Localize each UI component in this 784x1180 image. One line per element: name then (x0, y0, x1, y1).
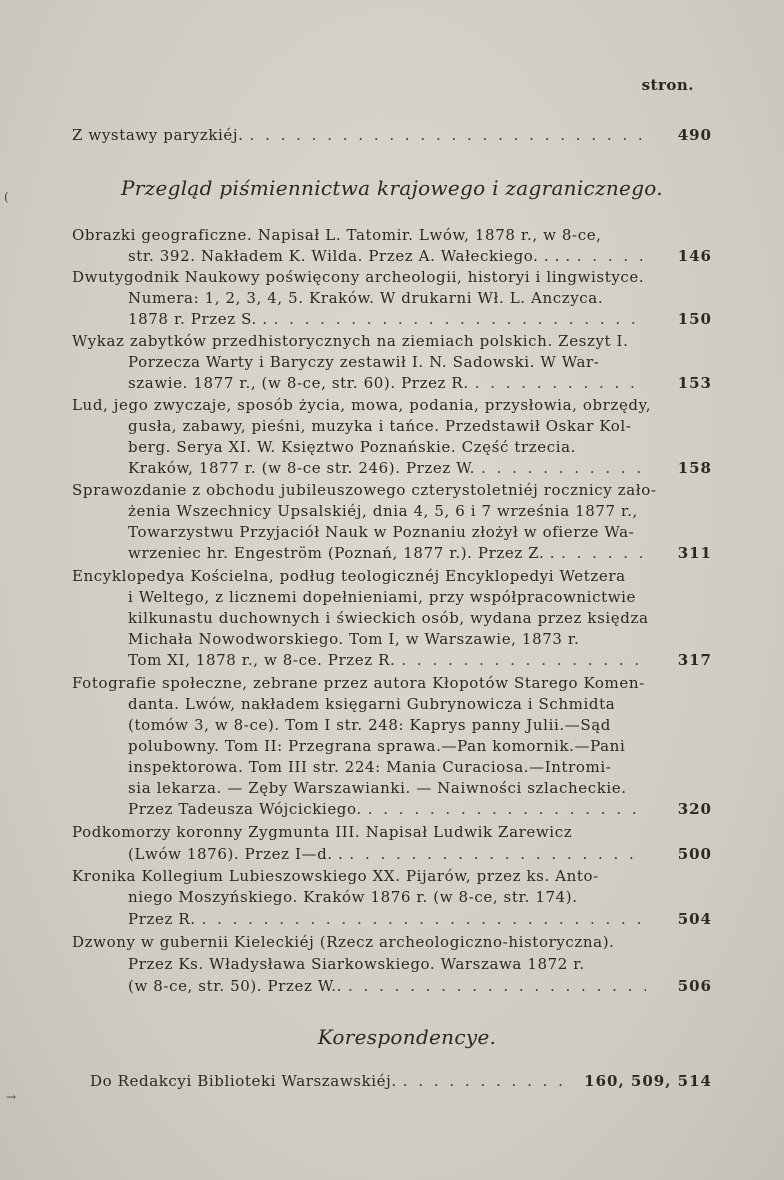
entry-text: Numera: 1, 2, 3, 4, 5. Kraków. W drukarni Wł. L. Anczyca. (128, 289, 604, 307)
section-title-korespondencye: Korespondencye. (317, 1025, 497, 1049)
entry-line (128, 544, 712, 562)
entry-line (128, 247, 712, 265)
dot-leader (401, 651, 646, 669)
dot-leader (577, 247, 646, 265)
entry-line (128, 716, 712, 734)
column-header-pages: stron. (641, 76, 694, 94)
entry-text: kilkunastu duchownych i świeckich osób, wydana przez księdza (128, 609, 649, 627)
entry-line (128, 459, 712, 477)
entry-text: Kronika Kollegium Lubieszowskiego XX. Pijarów, przez ks. Anto- (72, 867, 599, 885)
entry-line (128, 609, 712, 627)
entry-line (128, 417, 712, 435)
entry-text: Przez Ks. Władysława Siarkowskiego. Warszawa 1872 r. (128, 955, 585, 973)
page-number: 158 (677, 459, 712, 477)
entry-text: str. 392. Nakładem K. Wilda. Przez A. Wałeckiego. . . . (128, 247, 571, 265)
dot-leader (481, 459, 646, 477)
margin-arrow-icon: → (6, 1090, 17, 1104)
entry-text: Porzecza Warty i Baryczy zestawił I. N. Sadowski. W War- (128, 353, 600, 371)
dot-leader (368, 800, 646, 818)
entry-line (72, 332, 712, 350)
entry-text: danta. Lwów, nakładem księgarni Gubrynowicza i Schmidta (128, 695, 616, 713)
entry-text: Do Redakcyi Biblioteki Warszawskiéj. (90, 1072, 397, 1090)
entry-text: inspektorowa. Tom III str. 224: Mania Curaciosa.—Intromi- (128, 758, 612, 776)
entry-text: Dwutygodnik Naukowy poświęcony archeologii, historyi i lingwistyce. (72, 268, 645, 286)
dot-leader (202, 910, 646, 928)
entry-text: Z wystawy paryzkiéj. (72, 126, 244, 144)
entry-text: Lud, jego zwyczaje, sposób życia, mowa, podania, przysłowia, obrzędy, (72, 396, 652, 414)
entry-text: sia lekarza. — Zęby Warszawianki. — Naiwności szlacheckie. (128, 779, 627, 797)
entry-text: (tomów 3, w 8-ce). Tom I str. 248: Kaprys panny Julii.—Sąd (128, 716, 611, 734)
entry-line (128, 310, 712, 328)
entry-text: Kraków, 1877 r. (w 8-ce str. 246). Przez W. (128, 459, 476, 477)
entry-line (128, 630, 712, 648)
margin-mark-icon: ( (4, 190, 9, 204)
dot-leader (274, 310, 646, 328)
page-number: 504 (677, 910, 712, 928)
entry-text: Fotografie społeczne, zebrane przez autora Kłopotów Starego Komen- (72, 674, 645, 692)
entry-line (72, 481, 712, 499)
entry-text: Towarzystwu Przyjaciół Nauk w Poznaniu złożył w ofierze Wa- (128, 523, 635, 541)
entry-text: Tom XI, 1878 r., w 8-ce. Przez R. (128, 651, 396, 669)
entry-text: niego Moszyńskiego. Kraków 1876 r. (w 8-ce, str. 174). (128, 888, 578, 906)
entry-line (72, 933, 712, 951)
page-number: 490 (677, 126, 712, 144)
page-number: 160, 509, 514 (584, 1072, 712, 1090)
page-number: 317 (677, 651, 712, 669)
entry-text: 1878 r. Przez S. . (128, 310, 268, 328)
page-number: 500 (677, 845, 712, 863)
entry-text: (w 8-ce, str. 50). Przez W.. (128, 977, 342, 995)
entry-line (128, 779, 712, 797)
entry-text: Dzwony w gubernii Kieleckiéj (Rzecz archeologiczno-historyczna). (72, 933, 615, 951)
entry-text: gusła, zabawy, pieśni, muzyka i tańce. Przedstawił Oskar Kol- (128, 417, 632, 435)
entry-line (128, 289, 712, 307)
dot-leader (403, 1072, 566, 1090)
dot-leader (349, 845, 646, 863)
entry-line (128, 737, 712, 755)
entry-line (72, 396, 712, 414)
entry-text: i Weltego, z licznemi dopełnieniami, przy współpracownictwie (128, 588, 637, 606)
entry-line (72, 268, 712, 286)
entry-line (128, 955, 712, 973)
entry-wystawa (72, 126, 712, 144)
entry-line (128, 438, 712, 456)
entry-text: żenia Wszechnicy Upsalskiéj, dnia 4, 5, 6 i 7 września 1877 r., (128, 502, 638, 520)
entry-line (128, 888, 712, 906)
entry-line (72, 567, 712, 585)
entry-line (128, 758, 712, 776)
page-number: 311 (677, 544, 712, 562)
dot-leader (348, 977, 646, 995)
entry-text: (Lwów 1876). Przez I—d. . (128, 845, 344, 863)
entry-text: Przez R. (128, 910, 196, 928)
entry-line (72, 226, 712, 244)
entry-text: Encyklopedya Kościelna, podług teologicznéj Encyklopedyi Wetzera (72, 567, 626, 585)
entry-line (128, 695, 712, 713)
entry-line (128, 523, 712, 541)
page-number: 153 (677, 374, 712, 392)
page-number: 320 (677, 800, 712, 818)
entry-text: Wykaz zabytków przedhistorycznych na ziemiach polskich. Zeszyt I. (72, 332, 629, 350)
page-number: 146 (677, 247, 712, 265)
entry-text: Przez Tadeusza Wójcickiego. (128, 800, 362, 818)
page-number: 150 (677, 310, 712, 328)
entry-line (128, 910, 712, 928)
entry-redakcyi (90, 1072, 712, 1090)
entry-line (72, 867, 712, 885)
entry-line (128, 845, 712, 863)
entry-line (128, 651, 712, 669)
dot-leader (561, 544, 646, 562)
dot-leader (475, 374, 646, 392)
entry-text: Michała Nowodworskiego. Tom I, w Warszawie, 1873 r. (128, 630, 580, 648)
entry-text: Podkomorzy koronny Zygmunta III. Napisał Ludwik Zarewicz (72, 823, 573, 841)
entry-text: wrzeniec hr. Engeström (Poznań, 1877 r.). Przez Z. . (128, 544, 556, 562)
dot-leader (250, 126, 646, 144)
page-number: 506 (677, 977, 712, 995)
entry-line (128, 800, 712, 818)
entry-line (128, 977, 712, 995)
entry-line (128, 588, 712, 606)
entry-line (128, 502, 712, 520)
entry-text: Obrazki geograficzne. Napisał L. Tatomir. Lwów, 1878 r., w 8-ce, (72, 226, 602, 244)
section-title-przeglad: Przegląd piśmiennictwa krajowego i zagranicznego. (121, 176, 663, 200)
entry-text: berg. Serya XI. W. Księztwo Poznańskie. Część trzecia. (128, 438, 577, 456)
entry-line (72, 674, 712, 692)
entry-line (128, 374, 712, 392)
entry-text: Sprawozdanie z obchodu jubileuszowego czterystoletniéj rocznicy zało- (72, 481, 657, 499)
entry-line (128, 353, 712, 371)
entry-text: szawie. 1877 r., (w 8-ce, str. 60). Przez R. (128, 374, 469, 392)
entry-text: polubowny. Tom II: Przegrana sprawa.—Pan komornik.—Pani (128, 737, 626, 755)
entry-line (72, 823, 712, 841)
